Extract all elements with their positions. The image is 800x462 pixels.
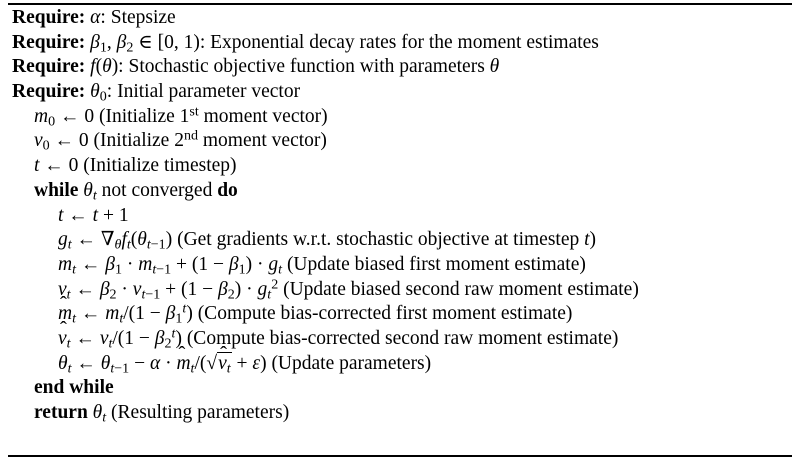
algorithm-block xyxy=(12,6,796,426)
require-keyword: Require: xyxy=(12,56,86,78)
line-update-v: $v_t$ ← $\beta_2 \cdot v_{t-1} + (1 - \beta_2) \cdot g_t^2$ (Update biased second raw moment estimate) xyxy=(58,276,639,303)
require-keyword: Require: xyxy=(12,31,86,53)
require-objective: Require: f(θ): Stochastic objective function with parameters θ xyxy=(12,56,500,78)
require-decay-rates: Require: $\beta_1$, $\beta_2$ ∈ [0, 1): Exponential decay rates for the moment estimates xyxy=(12,31,599,56)
line-end-while: end while xyxy=(34,377,114,399)
line-init-v: $v_0$ ← 0 (Initialize 2nd moment vector) xyxy=(34,128,327,154)
line-return: return $\theta_t$ (Resulting parameters) xyxy=(34,402,290,426)
line-correct-m: ˆ $m_t$ ← $m_t/(1 - \beta_1^t)$ (Compute bias-corrected first moment estimate) xyxy=(12,302,796,327)
line-update-theta: $\theta_t$ ← $\theta_{t-1} - \alpha$ · ˆ $m_t/(√ˆ$ $v_t + \varepsilon$) (Update parameters) xyxy=(12,352,796,377)
require-keyword: Require: xyxy=(12,7,86,28)
require-initial-text: Initial parameter vector xyxy=(117,81,301,103)
require-keyword: Require: xyxy=(12,81,86,103)
line-correct-v: ˆ $v_t$ ← $v_t/(1 - \beta_2^t)$ (Compute bias-corrected second raw moment estimate) xyxy=(12,327,796,352)
top-rule xyxy=(8,3,792,5)
line-init-t: t ← 0 (Initialize timestep) xyxy=(34,155,237,177)
require-initial-params: Require: $\theta_0$: Initial parameter vector xyxy=(12,81,301,105)
line-gradient: $g_t$ ← $\nabla_\theta f_t(\theta_{t-1})$ (Get gradients w.r.t. stochastic objective at timestep t) xyxy=(58,229,597,253)
line-while: while $\theta_t$ not converged do xyxy=(34,179,238,204)
line-init-m: $m_0$ ← 0 (Initialize 1st moment vector) xyxy=(34,103,328,130)
require-stepsize: Require: α: Stepsize xyxy=(12,7,176,28)
require-decay-text: Exponential decay rates for the moment estimates xyxy=(210,31,599,53)
require-objective-text: Stochastic objective function with parameters xyxy=(128,56,485,78)
line-increment-t: t ← t + 1 xyxy=(58,204,129,226)
bottom-rule xyxy=(8,455,792,457)
require-stepsize-text: Stepsize xyxy=(110,7,176,28)
line-update-m: $m_t$ ← $\beta_1 \cdot m_{t-1} + (1 - \beta_1) \cdot g_t$ (Update biased first moment estimate) xyxy=(58,253,586,278)
